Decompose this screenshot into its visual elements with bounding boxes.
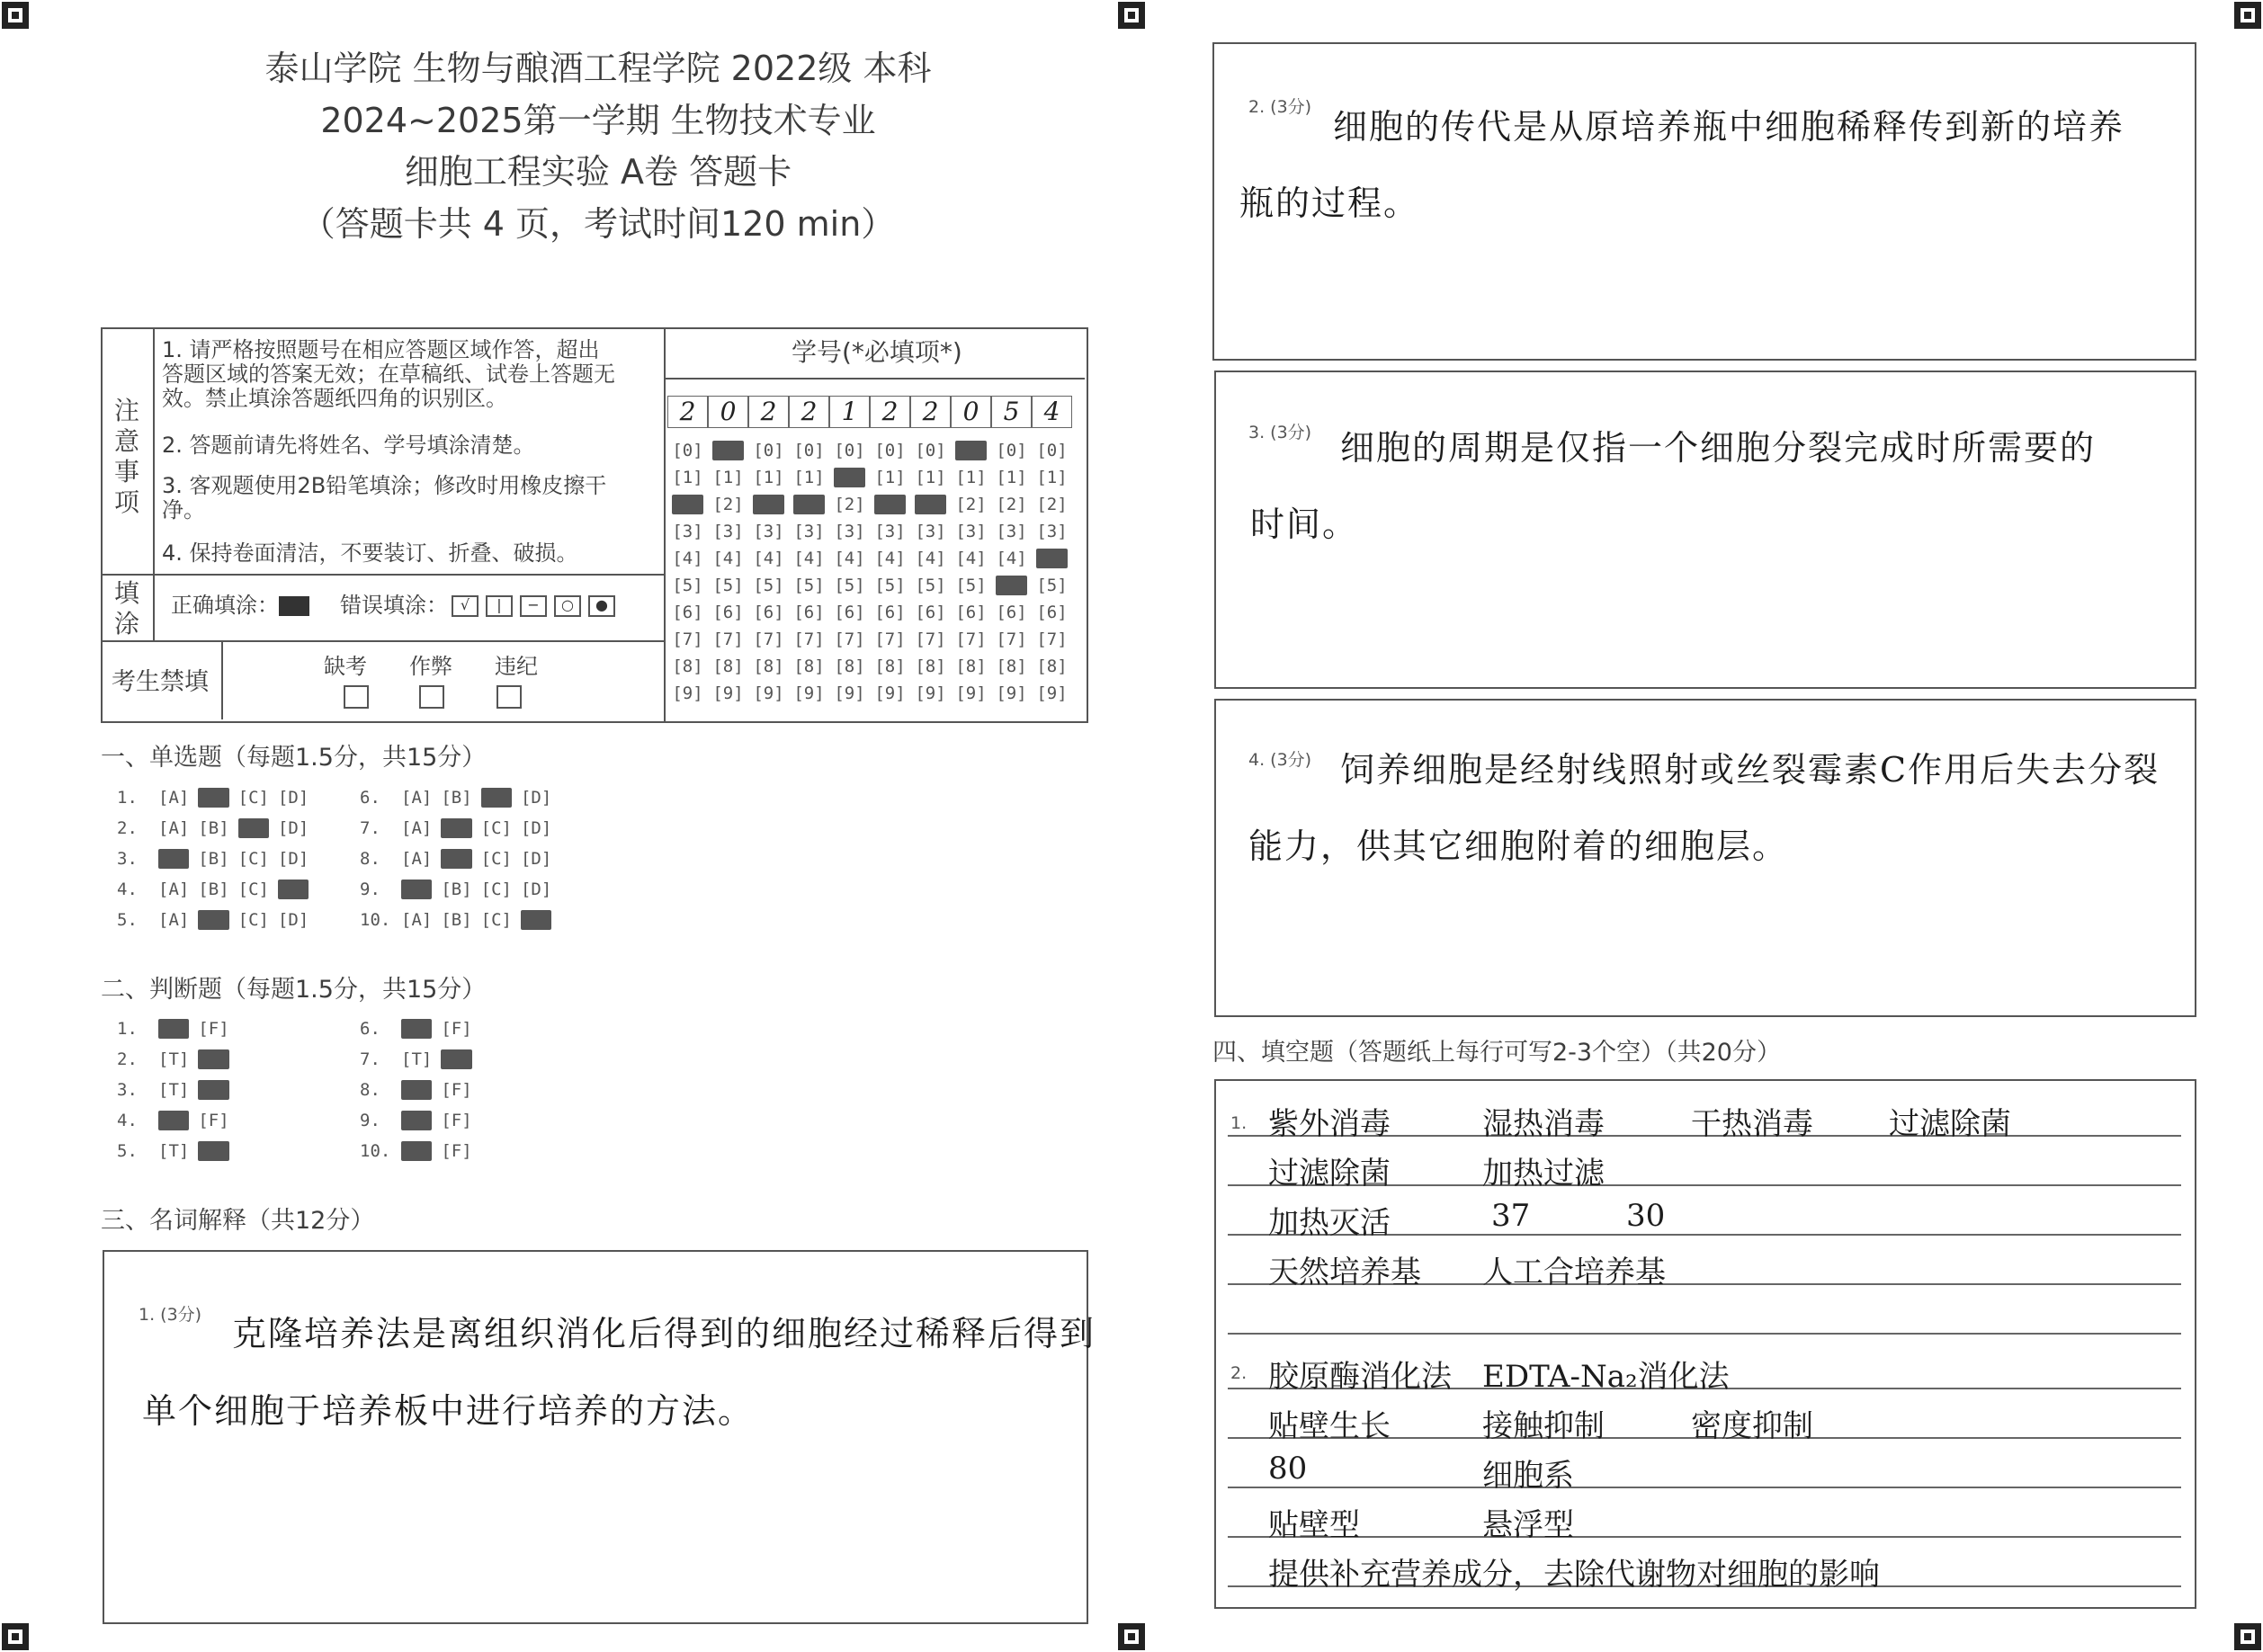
q4-answer-line-1: 饲养细胞是经射线照射或丝裂霉素C作用后失去分裂	[1340, 750, 2160, 790]
id-bubble[interactable]: [8]	[874, 656, 906, 676]
question-number: 10.	[360, 1141, 391, 1161]
restricted-cheat-label: 作弊	[409, 654, 452, 679]
question-number: 9.	[360, 880, 380, 899]
student-id-bubble-column	[991, 441, 1032, 710]
answer-option[interactable]: [C]	[237, 849, 269, 869]
id-bubble[interactable]: [3]	[915, 522, 946, 541]
id-bubble[interactable]: [9]	[672, 683, 703, 703]
id-bubble[interactable]: [7]	[996, 630, 1027, 649]
id-bubble[interactable]: [3]	[834, 522, 865, 541]
q3-answer-line-1: 细胞的周期是仅指一个细胞分裂完成时所需要的	[1340, 428, 2097, 468]
question-number: 6.	[360, 1019, 380, 1039]
id-bubble[interactable]: [1]	[874, 468, 906, 487]
id-bubble[interactable]: [0]	[996, 441, 1027, 460]
section3-title: 三、名词解释（共12分）	[101, 1207, 375, 1235]
header-line-1: 泰山学院 生物与酿酒工程学院 2022级 本科	[264, 49, 932, 88]
student-id-digit: 2	[910, 396, 951, 428]
student-id-bubble-column	[951, 441, 991, 710]
answer-option[interactable]: [C]	[480, 818, 512, 838]
answer-option[interactable]	[278, 880, 309, 899]
id-bubble[interactable]: [7]	[753, 630, 784, 649]
question-number: 6.	[360, 788, 380, 808]
fill-q2-number: 2.	[1230, 1363, 1248, 1383]
answer-option[interactable]: [D]	[277, 849, 309, 869]
id-bubble[interactable]: [5]	[712, 576, 744, 595]
fill-blank-answer: 密度抑制	[1691, 1408, 1813, 1444]
id-bubble[interactable]: [6]	[1036, 603, 1068, 622]
answer-option[interactable]	[401, 1141, 432, 1161]
notice-item-1: 1. 请严格按照题号在相应答题区域作答，超出答题区域的答案无效；在草稿纸、试卷上答题无效。禁止填涂答题纸四角的识别区。	[162, 337, 615, 411]
id-bubble[interactable]: [6]	[955, 603, 987, 622]
answer-option[interactable]: [A]	[158, 818, 190, 838]
fill-blank-answer: 过滤除菌	[1268, 1156, 1391, 1192]
id-bubble[interactable]: [6]	[996, 603, 1027, 622]
q2-answer-line-2: 瓶的过程。	[1239, 183, 1420, 223]
answer-option[interactable]	[401, 1080, 432, 1100]
answer-option[interactable]	[521, 910, 551, 930]
id-bubble[interactable]: [1]	[793, 468, 825, 487]
id-bubble[interactable]: [4]	[672, 549, 703, 568]
answer-option[interactable]: [D]	[520, 818, 552, 838]
fill-blank-answer: 贴壁型	[1268, 1507, 1360, 1543]
id-bubble[interactable]: [0]	[753, 441, 784, 460]
answer-row	[117, 818, 309, 838]
fill-blank-answer: 30	[1626, 1198, 1666, 1234]
wrong-fill-examples: 错误填涂： √ | − ○ ●	[340, 594, 619, 618]
id-bubble[interactable]	[829, 468, 870, 495]
answer-option[interactable]: [B]	[198, 818, 229, 838]
answer-row	[360, 1019, 472, 1039]
answer-option[interactable]: [A]	[401, 818, 433, 838]
id-bubble[interactable]: [5]	[793, 576, 825, 595]
id-bubble[interactable]: [5]	[672, 576, 703, 595]
answer-row	[117, 1080, 229, 1100]
q2-answer-line-1: 细胞的传代是从原培养瓶中细胞稀释传到新的培养	[1333, 107, 2125, 147]
answer-option[interactable]: [B]	[441, 880, 472, 899]
answer-option[interactable]: [F]	[441, 1141, 472, 1161]
id-bubble[interactable]: [4]	[753, 549, 784, 568]
notice-item-4: 4. 保持卷面清洁，不要装订、折叠、破损。	[162, 540, 578, 566]
answer-option[interactable]	[481, 788, 512, 808]
answer-option[interactable]	[198, 788, 228, 808]
id-bubble[interactable]: [5]	[1036, 576, 1068, 595]
id-bubble[interactable]: [5]	[753, 576, 784, 595]
id-bubble[interactable]: [0]	[793, 441, 825, 460]
correct-fill-example: 正确填涂：	[171, 594, 309, 618]
id-bubble[interactable]: [9]	[793, 683, 825, 703]
answer-option[interactable]: [A]	[401, 910, 433, 930]
student-id-bubble-column	[789, 441, 829, 710]
id-bubble[interactable]: [7]	[793, 630, 825, 649]
fill-blank-answer: 悬浮型	[1482, 1507, 1574, 1543]
answer-option[interactable]: [A]	[158, 788, 190, 808]
id-bubble[interactable]: [6]	[915, 603, 946, 622]
answer-option[interactable]	[158, 1019, 189, 1039]
answer-option[interactable]: [B]	[198, 849, 229, 869]
fill-blank-answer: 过滤除菌	[1889, 1106, 2011, 1142]
student-id-digit: 0	[708, 396, 748, 428]
id-bubble[interactable]	[708, 441, 748, 468]
restricted-violation-label: 违纪	[495, 654, 538, 679]
id-bubble[interactable]: [4]	[955, 549, 987, 568]
answer-option[interactable]	[441, 1049, 471, 1069]
answer-option[interactable]: [C]	[237, 788, 269, 808]
corner-marker-bottom-middle	[1118, 1623, 1145, 1650]
answer-option[interactable]	[198, 1141, 228, 1161]
id-bubble[interactable]: [7]	[834, 630, 865, 649]
q2-number: 2. (3分)	[1248, 97, 1312, 117]
id-bubble[interactable]: [9]	[834, 683, 865, 703]
answer-row	[117, 849, 309, 869]
id-bubble[interactable]: [3]	[672, 522, 703, 541]
section1-title: 一、单选题（每题1.5分，共15分）	[101, 744, 487, 772]
question-number: 3.	[117, 849, 138, 869]
answer-row	[360, 818, 551, 838]
answer-row	[360, 1080, 472, 1100]
id-bubble[interactable]	[789, 495, 829, 522]
answer-row	[117, 788, 309, 808]
answer-option[interactable]: [T]	[158, 1141, 190, 1161]
student-id-digit: 2	[748, 396, 789, 428]
corner-marker-top-middle	[1118, 2, 1145, 29]
fill-blank-answer: 加热灭活	[1268, 1205, 1391, 1241]
id-bubble[interactable]: [3]	[753, 522, 784, 541]
fill-blank-answer: 加热过滤	[1482, 1156, 1605, 1192]
restricted-label: 考生禁填	[112, 668, 209, 696]
id-bubble[interactable]: [1]	[753, 468, 784, 487]
id-bubble[interactable]: [8]	[996, 656, 1027, 676]
violation-checkbox[interactable]	[496, 685, 522, 709]
answer-row	[360, 910, 551, 930]
student-id-digit: 4	[1032, 396, 1072, 428]
id-bubble[interactable]: [2]	[996, 495, 1027, 514]
fill-blank-answer: 天然培养基	[1268, 1255, 1421, 1290]
student-id-digit: 2	[789, 396, 829, 428]
corner-marker-bottom-left	[2, 1623, 29, 1650]
answer-option[interactable]: [F]	[198, 1111, 229, 1130]
fill-blank-answer: 80	[1268, 1451, 1308, 1487]
answer-option[interactable]: [C]	[237, 910, 269, 930]
id-bubble[interactable]	[910, 495, 951, 522]
id-bubble[interactable]: [8]	[955, 656, 987, 676]
q3-number: 3. (3分)	[1248, 423, 1312, 442]
id-bubble[interactable]: [2]	[712, 495, 744, 514]
id-bubble[interactable]: [8]	[712, 656, 744, 676]
question-number: 3.	[117, 1080, 138, 1100]
answer-option[interactable]: [B]	[198, 880, 229, 899]
id-bubble[interactable]	[951, 441, 991, 468]
corner-marker-top-right	[2234, 2, 2261, 29]
fill-blank-answer: EDTA-Na₂消化法	[1482, 1359, 1730, 1395]
answer-option[interactable]: [B]	[441, 788, 472, 808]
answer-option[interactable]: [F]	[441, 1019, 472, 1039]
id-bubble[interactable]: [5]	[874, 576, 906, 595]
fill-blank-answer: 人工合培养基	[1482, 1255, 1666, 1290]
id-bubble[interactable]: [3]	[712, 522, 744, 541]
answer-option[interactable]	[238, 818, 269, 838]
answer-row	[360, 788, 551, 808]
id-bubble[interactable]: [7]	[672, 630, 703, 649]
question-number: 10.	[360, 910, 391, 930]
id-bubble[interactable]: [6]	[712, 603, 744, 622]
fill-blank-answer: 提供补充营养成分，去除代谢物对细胞的影响	[1268, 1557, 1880, 1593]
id-bubble[interactable]: [1]	[672, 468, 703, 487]
answer-option[interactable]: [D]	[277, 818, 309, 838]
id-bubble[interactable]	[667, 495, 708, 522]
answer-option[interactable]: [F]	[441, 1111, 472, 1130]
student-id-bubble-column	[910, 441, 951, 710]
answer-row	[360, 1141, 472, 1161]
id-bubble[interactable]	[870, 495, 910, 522]
q4-answer-line-2: 能力，供其它细胞附着的细胞层。	[1248, 826, 1789, 866]
answer-option[interactable]: [A]	[158, 880, 190, 899]
id-bubble[interactable]: [4]	[712, 549, 744, 568]
answer-box-q3[interactable]	[1214, 371, 2196, 689]
question-number: 4.	[117, 1111, 138, 1130]
question-number: 2.	[117, 818, 138, 838]
question-number: 1.	[117, 788, 138, 808]
fill-blank-answer: 贴壁生长	[1268, 1408, 1391, 1444]
answer-option[interactable]: [T]	[401, 1049, 433, 1069]
answer-option[interactable]	[441, 818, 471, 838]
id-bubble[interactable]: [4]	[834, 549, 865, 568]
id-bubble[interactable]: [8]	[1036, 656, 1068, 676]
student-id-digits	[667, 396, 1072, 428]
id-bubble[interactable]: [0]	[874, 441, 906, 460]
question-number: 4.	[117, 880, 138, 899]
fill-blank-answer: 接触抑制	[1482, 1408, 1605, 1444]
id-bubble[interactable]: [8]	[915, 656, 946, 676]
answer-row	[360, 849, 551, 869]
question-number: 7.	[360, 818, 380, 838]
answer-row	[360, 880, 551, 899]
question-number: 2.	[117, 1049, 138, 1069]
cheat-checkbox[interactable]	[419, 685, 444, 709]
id-bubble[interactable]: [4]	[996, 549, 1027, 568]
id-bubble[interactable]: [3]	[793, 522, 825, 541]
id-bubble[interactable]: [6]	[753, 603, 784, 622]
student-id-bubble-column	[708, 441, 748, 710]
answer-row	[117, 880, 309, 899]
q1-number: 1. (3分)	[139, 1305, 202, 1325]
id-bubble[interactable]: [8]	[793, 656, 825, 676]
id-bubble[interactable]: [0]	[834, 441, 865, 460]
fill-q1-number: 1.	[1230, 1113, 1248, 1133]
answer-option[interactable]: [A]	[401, 788, 433, 808]
id-bubble[interactable]: [6]	[834, 603, 865, 622]
notice-item-2: 2. 答题前请先将姓名、学号填涂清楚。	[162, 433, 535, 458]
id-bubble[interactable]: [4]	[915, 549, 946, 568]
student-id-label: 学号(*必填项*)	[792, 337, 962, 367]
question-number: 8.	[360, 1080, 380, 1100]
writing-rule	[1228, 1333, 2181, 1335]
id-bubble[interactable]: [1]	[955, 468, 987, 487]
q1-answer-line-1: 克隆培养法是离组织消化后得到的细胞经过稀释后得到	[232, 1314, 1096, 1353]
header-line-2: 2024~2025第一学期 生物技术专业	[320, 101, 876, 140]
id-bubble[interactable]: [9]	[996, 683, 1027, 703]
question-number: 5.	[117, 910, 138, 930]
id-bubble[interactable]: [5]	[834, 576, 865, 595]
section2-title: 二、判断题（每题1.5分，共15分）	[101, 976, 487, 1004]
student-id-bubble-column	[748, 441, 789, 710]
answer-option[interactable]	[198, 1080, 228, 1100]
question-number: 5.	[117, 1141, 138, 1161]
answer-row	[117, 1141, 229, 1161]
id-bubble[interactable]: [9]	[753, 683, 784, 703]
header-line-3: 细胞工程实验 A卷 答题卡	[404, 152, 792, 192]
id-bubble[interactable]: [0]	[915, 441, 946, 460]
id-bubble[interactable]: [3]	[996, 522, 1027, 541]
id-bubble[interactable]: [7]	[915, 630, 946, 649]
id-bubble[interactable]: [6]	[874, 603, 906, 622]
id-bubble[interactable]: [3]	[874, 522, 906, 541]
id-bubble[interactable]: [9]	[1036, 683, 1068, 703]
corner-marker-bottom-right	[2234, 1623, 2261, 1650]
id-bubble[interactable]: [5]	[955, 576, 987, 595]
id-bubble[interactable]: [0]	[672, 441, 703, 460]
id-bubble[interactable]: [2]	[955, 495, 987, 514]
answer-option[interactable]: [T]	[158, 1080, 190, 1100]
id-bubble[interactable]: [9]	[874, 683, 906, 703]
student-id-bubble-column	[667, 441, 708, 710]
answer-option[interactable]: [C]	[480, 849, 512, 869]
id-bubble[interactable]: [1]	[996, 468, 1027, 487]
answer-row	[117, 910, 309, 930]
notice-side-label: 注意事项	[113, 396, 139, 517]
answer-option[interactable]: [D]	[277, 910, 309, 930]
answer-option[interactable]	[158, 849, 189, 869]
id-bubble[interactable]	[748, 495, 789, 522]
id-bubble[interactable]: [9]	[915, 683, 946, 703]
id-bubble[interactable]: [8]	[834, 656, 865, 676]
id-bubble[interactable]: [4]	[874, 549, 906, 568]
answer-option[interactable]	[401, 1111, 432, 1130]
answer-option[interactable]: [D]	[520, 880, 552, 899]
id-bubble[interactable]: [9]	[712, 683, 744, 703]
answer-option[interactable]: [C]	[480, 880, 512, 899]
absent-checkbox[interactable]	[344, 685, 369, 709]
id-bubble[interactable]: [5]	[915, 576, 946, 595]
id-bubble[interactable]: [7]	[1036, 630, 1068, 649]
id-bubble[interactable]: [8]	[753, 656, 784, 676]
fill-blank-answer: 干热消毒	[1691, 1106, 1813, 1142]
student-id-digit: 2	[870, 396, 910, 428]
id-bubble[interactable]: [1]	[712, 468, 744, 487]
id-bubble[interactable]	[1032, 549, 1072, 576]
question-number: 7.	[360, 1049, 380, 1069]
restricted-absent-label: 缺考	[324, 654, 367, 679]
fill-blank-answer: 胶原酶消化法	[1268, 1359, 1452, 1395]
answer-option[interactable]	[441, 849, 471, 869]
q3-answer-line-2: 时间。	[1250, 505, 1359, 544]
question-number: 8.	[360, 849, 380, 869]
answer-option[interactable]: [B]	[441, 910, 472, 930]
id-bubble[interactable]: [6]	[672, 603, 703, 622]
fill-blank-answer: 37	[1491, 1198, 1531, 1234]
answer-option[interactable]: [A]	[401, 849, 433, 869]
id-bubble[interactable]: [2]	[834, 495, 865, 514]
header-line-4: （答题卡共 4 页，考试时间120 min）	[300, 204, 896, 244]
student-id-digit: 2	[667, 396, 708, 428]
student-id-bubble-column	[870, 441, 910, 710]
writing-rule	[1228, 1536, 2181, 1538]
section4-title: 四、填空题（答题纸上每行可写2-3个空）（共20分）	[1212, 1039, 1781, 1067]
id-bubble[interactable]: [7]	[955, 630, 987, 649]
q4-number: 4. (3分)	[1248, 750, 1312, 770]
fill-blank-answer: 紫外消毒	[1268, 1106, 1391, 1142]
notice-item-3: 3. 客观题使用2B铅笔填涂；修改时用橡皮擦干净。	[162, 473, 607, 522]
id-bubble[interactable]: [4]	[793, 549, 825, 568]
student-id-digit: 1	[829, 396, 870, 428]
writing-rule	[1228, 1487, 2181, 1488]
answer-option[interactable]: [A]	[158, 910, 190, 930]
id-bubble[interactable]: [7]	[874, 630, 906, 649]
answer-row	[117, 1049, 229, 1069]
answer-option[interactable]	[401, 1019, 432, 1039]
answer-option[interactable]	[198, 1049, 228, 1069]
corner-marker-top-left	[2, 2, 29, 29]
id-bubble[interactable]: [6]	[793, 603, 825, 622]
id-bubble[interactable]: [8]	[672, 656, 703, 676]
answer-option[interactable]: [T]	[158, 1049, 190, 1069]
answer-row	[117, 1111, 229, 1130]
answer-option[interactable]: [D]	[277, 788, 309, 808]
answer-option[interactable]: [D]	[520, 788, 552, 808]
student-id-digit: 5	[991, 396, 1032, 428]
student-id-bubble-column	[829, 441, 870, 710]
id-bubble[interactable]: [3]	[955, 522, 987, 541]
student-id-bubble-column	[1032, 441, 1072, 710]
q1-answer-line-2: 单个细胞于培养板中进行培养的方法。	[142, 1391, 755, 1431]
id-bubble[interactable]: [9]	[955, 683, 987, 703]
fill-label: 填涂	[113, 578, 139, 638]
answer-option[interactable]	[401, 880, 432, 899]
answer-option[interactable]: [F]	[198, 1019, 229, 1039]
answer-row	[117, 1019, 229, 1039]
answer-option[interactable]: [C]	[480, 910, 512, 930]
answer-option[interactable]: [C]	[237, 880, 269, 899]
answer-option[interactable]: [F]	[441, 1080, 472, 1100]
answer-option[interactable]	[158, 1111, 189, 1130]
id-bubble[interactable]: [1]	[1036, 468, 1068, 487]
id-bubble[interactable]: [1]	[915, 468, 946, 487]
fill-blank-answer: 细胞系	[1482, 1458, 1574, 1494]
question-number: 9.	[360, 1111, 380, 1130]
answer-row	[360, 1111, 472, 1130]
id-bubble[interactable]: [3]	[1036, 522, 1068, 541]
id-bubble[interactable]: [2]	[1036, 495, 1068, 514]
fill-blank-answer: 湿热消毒	[1482, 1106, 1605, 1142]
answer-option[interactable]: [D]	[520, 849, 552, 869]
id-bubble[interactable]: [0]	[1036, 441, 1068, 460]
id-bubble[interactable]	[991, 576, 1032, 603]
question-number: 1.	[117, 1019, 138, 1039]
answer-row	[360, 1049, 472, 1069]
answer-option[interactable]	[198, 910, 228, 930]
id-bubble[interactable]: [7]	[712, 630, 744, 649]
student-id-digit: 0	[951, 396, 991, 428]
